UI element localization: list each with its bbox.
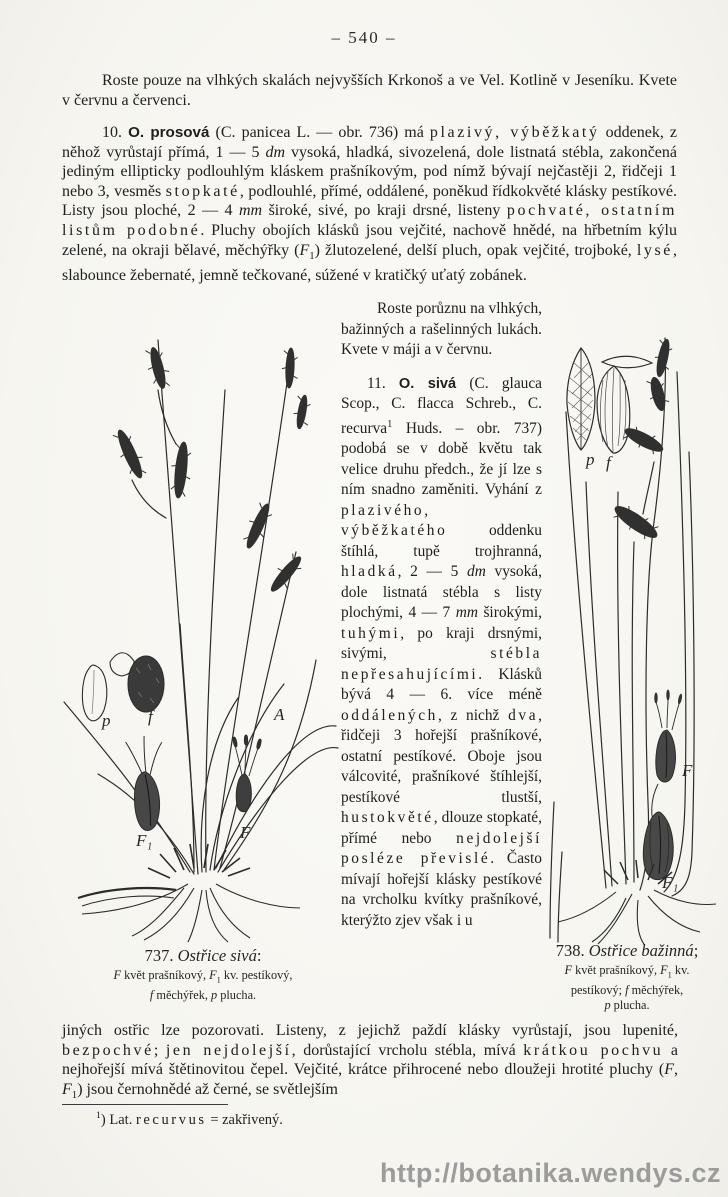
- fig738-detail-flowers: [643, 690, 682, 880]
- fig738-label-F: F: [682, 761, 693, 780]
- fig737-spikes: [110, 345, 313, 597]
- figure-caption-737: [68, 946, 338, 1003]
- paragraph-species-11-siva: 11. O. sivá (C. glauca Scop., C. flacca Schreb., C. recurva$^1$ Huds. – obr. 737) podobá se v době květu tak velice druhu předch., že jí lze s ním snadno zaměniti. Vyhání z plazivého, výběžkatého oddenku štíhlá, tupě trojhranná, hladká, 2 — 5 dm vysoká, dole listnatá stébla s listy plochými, 4 — 7 mm širokými, tuhými, po kraji drsnými, sivými, stébla nepřesahujícími. Klásků bývá 4 — 6. více méně oddálených, z nichž dva, řidčeji 3 hořejší prašníkové, ostatní pestíkové. Oboje jsou válcovité, prašníkové štíhlejší, pestíkové tlustší, hustokvěté, dlouze stopkaté, přímé nebo nejdolejší posléze převislé. Často mívají hořejší klásky pestíkové na vrcholku kvítky prašníkové, kterýžto zjev však i u: [341, 374, 543, 929]
- figure-caption-737-legend-line2: f měchýřek, p plucha.: [149, 987, 257, 1002]
- fig737-label-F: F: [240, 823, 251, 842]
- fig738-label-F1: F₁: [662, 873, 679, 892]
- figure-caption-738-legend-line1: F květ prašníkový, $F_1$ kv.: [564, 963, 690, 980]
- fig738-label-p: p: [586, 450, 595, 469]
- fig738-label-f: f: [606, 453, 611, 472]
- fig738-spikes: [610, 338, 675, 545]
- figure-caption-737-title: 737. Ostřice sivá:: [144, 946, 262, 965]
- fig738-roots: [558, 860, 716, 944]
- fig737-label-f: f: [148, 707, 153, 726]
- fig737-roots: [78, 844, 300, 942]
- middle-text-column: [341, 299, 542, 1021]
- paragraph-bottom-continuation: jiných ostřic lze pozorovati. Listeny, z jejichž paždí klásky vyrůstají, jsou lupenité, bezpochvé; jen nejdolejší, dorůstající vrcholu stébla, mívá krátkou pochvu a nejhořejší mívá štětinovitou čepel. Vejčité, krátce přihrocené nebo dloužeji hrotité pluchy (F, $F_1$) jsou černohnědé až černé, se světlejším: [62, 1022, 678, 1101]
- sedge-illustration-737: [48, 312, 340, 944]
- figure-caption-738-legend-line2: pestíkový; f měchýřek,: [570, 982, 684, 997]
- footnote-recurvus: $^1$) Lat. recurvus = zakřivený.: [96, 1110, 283, 1128]
- footnote-divider: [62, 1104, 228, 1105]
- paragraph-habitat-prosova: Roste porůznu na vlhkých, bažinných a rašelinných lukách. Kvete v máji a v červnu.: [341, 300, 542, 358]
- paragraph-habitat-prev-species: Roste pouze na vlhkých skalách nejvyšších Krkonoš a ve Vel. Kotlině v Jeseníku. Kvete v červnu a červenci.: [62, 72, 677, 109]
- fig737-label-F1: F₁: [136, 831, 153, 850]
- figure-caption-737-legend-line1: F květ prašníkový, $F_1$ kv. pestíkový,: [113, 968, 293, 985]
- figure-caption-738-title: 738. Ostřice bažinná;: [555, 941, 699, 960]
- paragraph-species-10-prosova: 10. O. prosová (C. panicea L. — obr. 736) má plazivý, výběžkatý oddenek, z něhož vyrůstají přímá, 1 — 5 dm vysoká, hladká, sivozelená, dole listnatá stébla, zakončená jediným ellipticky podlouhlým kláskem prašníkovým, pod nímž bývají nejčastěji 2, řidčeji 1 nebo 3, vesměs stopkaté, podlouhlé, přímé, oddálené, poněkud řídkokvěté klásky pestíkové. Listy jsou ploché, 2 — 4 mm široké, sivé, po kraji drsné, listeny pochvaté, ostatním listům podobné. Pluchy obojích klásků jsou vejčité, nachově hnědé, na hřbetním kýlu zelené, na okraji bělavé, měchýřky $(F_1)$ žlutozelené, delší pluch, opak vejčité, trojboké, lysé, slabounce žebernaté, jemně tečkované, súžené v kratičký uťatý zobánek.: [62, 124, 678, 285]
- figure-caption-738-legend-line3: p plucha.: [604, 997, 650, 1012]
- fig737-label-p: p: [102, 711, 111, 730]
- fig737-label-A: A: [274, 705, 285, 724]
- watermark-url: http://botanika.wendys.cz: [379, 1158, 721, 1188]
- page-number: – 540 –: [331, 28, 397, 47]
- sedge-illustration-738: [546, 332, 726, 947]
- figure-caption-738: [528, 941, 726, 1013]
